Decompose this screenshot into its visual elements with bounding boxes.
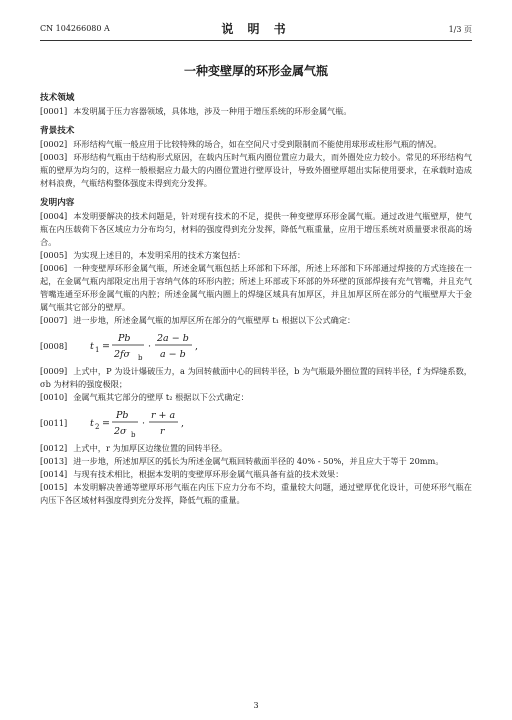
paragraph-text: 金属气瓶其它部分的壁厚 t₂ 根据以下公式确定： — [73, 392, 249, 402]
paragraph-text: 进一步地，所述加厚区的弧长为所述金属气瓶回转截面半径的 40% - 50%，并且应大于等于 20mm。 — [73, 456, 444, 466]
formula-0008 — [40, 327, 472, 365]
formula-numerator-2: r + a — [151, 410, 176, 421]
formula-denominator-2: r — [160, 426, 165, 437]
formula-denominator-2: a − b — [160, 349, 186, 360]
paragraph-text: 上式中，r 为加厚区边缘位置的回转半径。 — [73, 443, 228, 453]
paragraph-text: 为实现上述目的，本发明采用的技术方案包括： — [73, 250, 246, 260]
paragraph-0009 — [40, 365, 472, 391]
formula-dot: · — [142, 418, 146, 429]
heading-invention: 发明内容 — [40, 198, 75, 208]
page-number: 3 — [253, 701, 259, 710]
formula-lhs: t — [90, 418, 94, 429]
formula-equals: = — [102, 418, 110, 429]
formula-t2 — [88, 405, 248, 441]
paragraph-0015 — [40, 481, 472, 507]
document-number: CN 104266080 A — [40, 24, 110, 33]
formula-lhs-subscript: 1 — [95, 346, 100, 354]
formula-t1 — [88, 328, 248, 364]
paragraph-number: [0006] — [40, 263, 68, 273]
paragraph-text: 本发明解决普通等壁厚环形气瓶在内压下应力分布不均，重量较大问题，通过壁厚优化设计，可使环形气瓶在内压下各区域材料强度得到充分发挥，降低气瓶的重量。 — [40, 482, 472, 505]
paragraph-number: [0004] — [40, 211, 68, 221]
formula-lhs-subscript: 2 — [95, 423, 100, 431]
formula-denominator-1: 2fσ — [114, 349, 131, 360]
paragraph-number: [0009] — [40, 366, 68, 376]
formula-comma: , — [181, 418, 185, 429]
paragraph-text: 本发明要解决的技术问题是，针对现有技术的不足，提供一种变壁厚环形金属气瓶。通过改进气瓶壁厚，使气瓶在内压载荷下各区域应力分布均匀，材料的强度得到充分发挥，降低气瓶重量，应用于增压系统对质量要求很高的场合。 — [40, 211, 472, 247]
paragraph-0014 — [40, 468, 472, 481]
paragraph-0007 — [40, 314, 472, 327]
formula-denominator-1: 2σ — [114, 426, 127, 437]
paragraph-0003 — [40, 151, 472, 190]
paragraph-0006 — [40, 262, 472, 314]
paragraph-number: [0015] — [40, 482, 68, 492]
formula-equals: = — [102, 341, 110, 352]
paragraph-0002 — [40, 138, 472, 151]
paragraph-0010 — [40, 391, 472, 404]
formula-numerator-1: Pb — [116, 410, 129, 421]
paragraph-text: 本发明属于压力容器领域，具体地，涉及一种用于增压系统的环形金属气瓶。 — [73, 106, 352, 116]
paragraph-text: 与现有技术相比，根据本发明的变壁厚环形金属气瓶具备有益的技术效果： — [73, 469, 344, 479]
paragraph-0005 — [40, 249, 472, 262]
heading-tech-field: 技术领域 — [40, 93, 75, 103]
formula-comma: , — [195, 341, 199, 352]
formula-dot: · — [148, 341, 152, 352]
paragraph-text: 环形结构气瓶由于结构形式原因，在载内压时气瓶内圈位置应力最大，而外圈处应力较小。常见的环形结构气瓶的壁厚为均匀的，这样一般根据应力最大的内圈位置进行壁厚设计，导致外圈壁厚超出实际使用要求，在承载时造成材料浪费，气瓶结构整体强度未得到充分发挥。 — [40, 152, 472, 188]
formula-numerator-1: Pb — [118, 333, 131, 344]
formula-numerator-2: 2a − b — [157, 333, 189, 344]
formula-denominator-subscript: b — [138, 354, 143, 362]
paragraph-0001 — [40, 105, 472, 118]
formula-lhs: t — [90, 341, 94, 352]
paragraph-number: [0008] — [40, 340, 68, 351]
paragraph-text: 进一步地，所述金属气瓶的加厚区所在部分的气瓶壁厚 t₁ 根据以下公式确定： — [73, 315, 356, 325]
paragraph-number: [0002] — [40, 139, 68, 149]
paragraph-0013 — [40, 455, 472, 468]
document-title: 一种变壁厚的环形金属气瓶 — [183, 64, 328, 78]
heading-background: 背景技术 — [40, 126, 75, 136]
paragraph-text: 一种变壁厚环形金属气瓶，所述金属气瓶包括上环部和下环部，所述上环部和下环部通过焊接的方式连接在一起，在金属气瓶内部限定出用于容纳气体的环形内腔；所述上环部或下环部的外环壁的顶部焊接有充气管嘴，并且充气管嘴连通至环形金属气瓶的内腔；所述金属气瓶内圈上的焊缝区域具有加厚区，并且加厚区所在部分的气瓶壁厚大于金属气瓶其它部分的壁厚。 — [40, 263, 472, 312]
paragraph-0012 — [40, 442, 472, 455]
page-header — [40, 20, 472, 38]
paragraph-number: [0012] — [40, 443, 68, 453]
header-divider — [40, 40, 472, 41]
paragraph-number: [0010] — [40, 392, 68, 402]
paragraph-number: [0013] — [40, 456, 68, 466]
paragraph-text: 环形结构气瓶一般应用于比较特殊的场合，如在空间尺寸受到限制而不能使用球形或柱形气瓶的情况。 — [73, 139, 442, 149]
paragraph-text: 上式中，P 为设计爆破压力，a 为回转截面中心的回转半径，b 为气瓶最外圈位置的回转半径，f 为焊缝系数，σb 为材料的强度极限； — [40, 366, 472, 389]
formula-0011 — [40, 404, 472, 442]
paragraph-0004 — [40, 210, 472, 249]
document-body — [40, 92, 472, 507]
paragraph-number: [0001] — [40, 106, 68, 116]
paragraph-number: [0003] — [40, 152, 68, 162]
paragraph-number: [0007] — [40, 315, 68, 325]
formula-denominator-subscript: b — [131, 431, 136, 439]
page-indicator: 1/3 页 — [448, 25, 472, 34]
paragraph-number: [0014] — [40, 469, 68, 479]
section-heading: 说 明 书 — [221, 22, 291, 36]
paragraph-number: [0011] — [40, 417, 68, 428]
paragraph-number: [0005] — [40, 250, 68, 260]
